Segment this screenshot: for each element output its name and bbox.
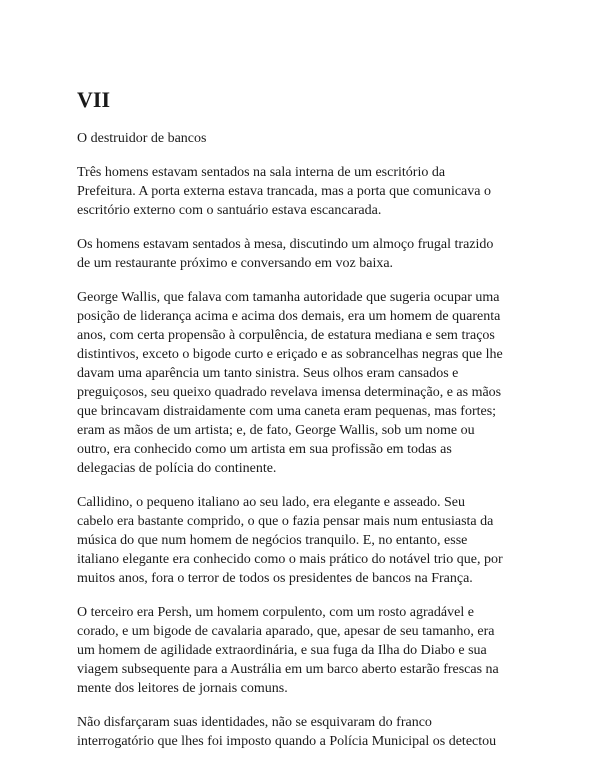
paragraph bbox=[77, 235, 537, 273]
text-line: davam uma aparência um tanto sinistra. Seus olhos eram cansados e bbox=[77, 366, 459, 381]
paragraph bbox=[77, 603, 537, 698]
text-line: Callidino, o pequeno italiano ao seu lado, era elegante e asseado. Seu bbox=[77, 495, 465, 510]
text-line: um homem de agilidade extraordinária, e sua fuga da Ilha do Diabo e sua bbox=[77, 643, 487, 658]
paragraph bbox=[77, 288, 537, 478]
text-line: Não disfarçaram suas identidades, não se esquivaram do franco bbox=[77, 715, 432, 730]
text-line: de um restaurante próximo e conversando em voz baixa. bbox=[77, 256, 394, 271]
text-line: música do que num homem de negócios tranquilo. E, no entanto, esse bbox=[77, 533, 468, 548]
paragraph bbox=[77, 713, 537, 751]
body-text bbox=[77, 163, 537, 751]
text-line: italiano elegante era conhecido como o mais prático do notável trio que, por bbox=[77, 552, 503, 567]
text-line: mente dos leitores de jornais comuns. bbox=[77, 681, 288, 696]
text-line: muitos anos, fora o terror de todos os presidentes de bancos na França. bbox=[77, 571, 473, 586]
paragraph bbox=[77, 163, 537, 220]
text-line: Três homens estavam sentados na sala interna de um escritório da bbox=[77, 165, 446, 180]
text-line: George Wallis, que falava com tamanha autoridade que sugeria ocupar uma bbox=[77, 290, 500, 305]
text-line: corado, e um bigode de cavalaria aparado, que, apesar de seu tamanho, era bbox=[77, 624, 495, 639]
text-line: que brincavam distraidamente com uma caneta eram pequenas, mas fortes; bbox=[77, 404, 497, 419]
text-line: delegacias de polícia do continente. bbox=[77, 461, 277, 476]
text-line: Prefeitura. A porta externa estava trancada, mas a porta que comunicava o bbox=[77, 184, 491, 199]
text-line: eram as mãos de um artista; e, de fato, George Wallis, sob um nome ou bbox=[77, 423, 475, 438]
paragraph bbox=[77, 493, 537, 588]
text-line: cabelo era bastante comprido, o que o fazia pensar mais num entusiasta da bbox=[77, 514, 494, 529]
chapter-title: VII bbox=[77, 87, 111, 112]
document-page bbox=[77, 86, 537, 751]
text-line: interrogatório que lhes foi imposto quando a Polícia Municipal os detectou bbox=[77, 734, 497, 749]
text-line: distintivos, exceto o bigode curto e eriçado e as sobrancelhas negras que lhe bbox=[77, 347, 503, 362]
text-line: Os homens estavam sentados à mesa, discutindo um almoço frugal trazido bbox=[77, 237, 494, 252]
text-line: posição de liderança acima e acima dos demais, era um homem de quarenta bbox=[77, 309, 501, 324]
text-line: anos, com certa propensão à corpulência, de estatura mediana e sem traços bbox=[77, 328, 495, 343]
text-line: viagem subsequente para a Austrália em um barco aberto estarão frescas na bbox=[77, 662, 499, 677]
text-line: preguiçosos, seu queixo quadrado revelava imensa determinação, e as mãos bbox=[77, 385, 502, 400]
text-line: escritório externo com o santuário estava escancarada. bbox=[77, 203, 382, 218]
text-line: O terceiro era Persh, um homem corpulento, com um rosto agradável e bbox=[77, 605, 474, 620]
text-line: outro, era conhecido como um artista em sua profissão em todas as bbox=[77, 442, 452, 457]
chapter-subtitle: O destruidor de bancos bbox=[77, 131, 207, 146]
